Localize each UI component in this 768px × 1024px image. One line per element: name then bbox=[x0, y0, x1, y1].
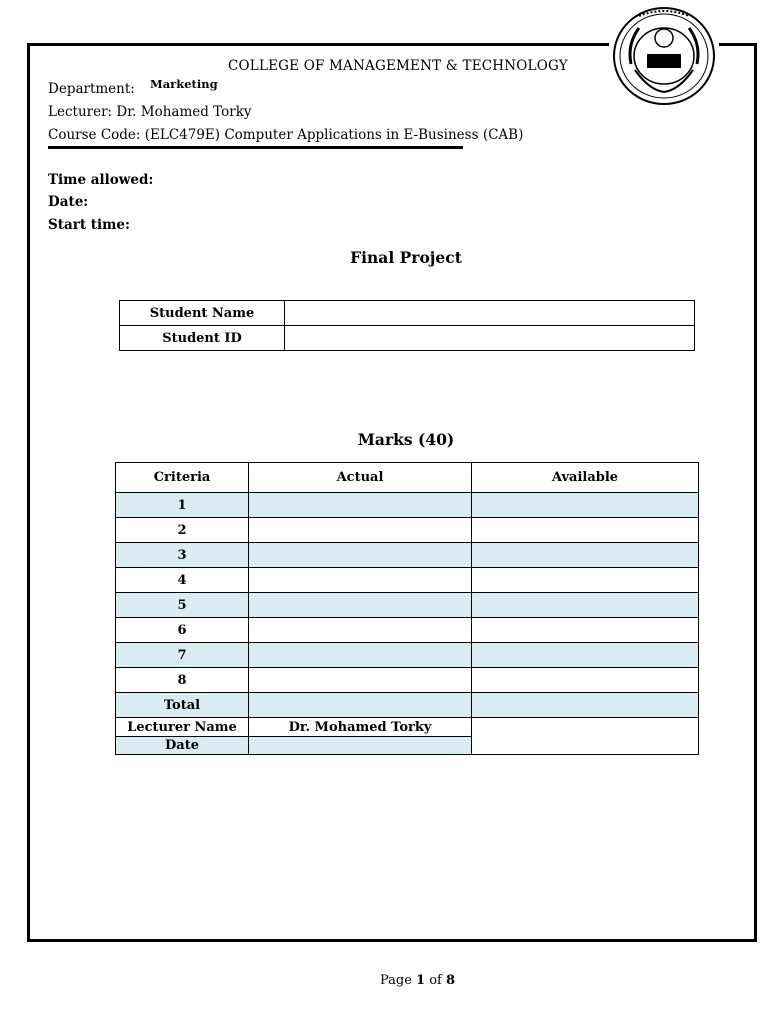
actual-cell[interactable] bbox=[249, 568, 472, 593]
header-actual: Actual bbox=[249, 463, 472, 493]
criteria-cell: 5 bbox=[116, 593, 249, 618]
available-cell[interactable] bbox=[472, 493, 699, 518]
lecturer-line: Lecturer: Dr. Mohamed Torky bbox=[48, 104, 252, 120]
total-actual-cell[interactable] bbox=[249, 693, 472, 718]
lecturer-row bbox=[116, 718, 699, 737]
criteria-cell: 7 bbox=[116, 643, 249, 668]
table-row bbox=[116, 593, 699, 618]
actual-cell[interactable] bbox=[249, 493, 472, 518]
criteria-cell: 3 bbox=[116, 543, 249, 568]
available-cell[interactable] bbox=[472, 518, 699, 543]
header-divider bbox=[48, 146, 463, 149]
page-number bbox=[0, 973, 768, 988]
header-criteria: Criteria bbox=[116, 463, 249, 493]
student-name-row bbox=[120, 301, 695, 326]
table-row bbox=[116, 618, 699, 643]
criteria-cell: 2 bbox=[116, 518, 249, 543]
lecturer-name-value: Dr. Mohamed Torky bbox=[249, 718, 472, 737]
actual-cell[interactable] bbox=[249, 618, 472, 643]
table-row bbox=[116, 543, 699, 568]
marks-header-row bbox=[116, 463, 699, 493]
criteria-cell: 8 bbox=[116, 668, 249, 693]
table-row bbox=[116, 643, 699, 668]
course-line: Course Code: (ELC479E) Computer Applications in E-Business (CAB) bbox=[48, 127, 524, 143]
lecturer-name-label: Lecturer Name bbox=[116, 718, 249, 737]
page-total: 8 bbox=[446, 973, 456, 988]
criteria-cell: 1 bbox=[116, 493, 249, 518]
criteria-cell: 4 bbox=[116, 568, 249, 593]
table-row bbox=[116, 568, 699, 593]
header-available: Available bbox=[472, 463, 699, 493]
page-title: Final Project bbox=[350, 248, 462, 267]
student-name-field[interactable] bbox=[285, 301, 695, 326]
actual-cell[interactable] bbox=[249, 668, 472, 693]
student-name-label: Student Name bbox=[120, 301, 285, 326]
actual-cell[interactable] bbox=[249, 518, 472, 543]
marks-date-value[interactable] bbox=[249, 737, 472, 755]
page-current: 1 bbox=[416, 973, 426, 988]
table-row bbox=[116, 493, 699, 518]
actual-cell[interactable] bbox=[249, 543, 472, 568]
marks-table bbox=[115, 462, 699, 755]
available-cell[interactable] bbox=[472, 618, 699, 643]
date-label: Date: bbox=[48, 194, 89, 210]
table-row bbox=[116, 518, 699, 543]
student-id-field[interactable] bbox=[285, 326, 695, 351]
total-available-cell[interactable] bbox=[472, 693, 699, 718]
student-table bbox=[119, 300, 695, 351]
available-cell[interactable] bbox=[472, 543, 699, 568]
start-time-label: Start time: bbox=[48, 217, 131, 233]
actual-cell[interactable] bbox=[249, 593, 472, 618]
total-row bbox=[116, 693, 699, 718]
available-cell[interactable] bbox=[472, 568, 699, 593]
page-sep: of bbox=[429, 973, 442, 988]
available-cell[interactable] bbox=[472, 668, 699, 693]
time-allowed-label: Time allowed: bbox=[48, 172, 154, 188]
university-seal-icon bbox=[609, 4, 719, 108]
department-label: Department: bbox=[48, 81, 135, 97]
marks-date-label: Date bbox=[116, 737, 249, 755]
department-value: Marketing bbox=[150, 77, 218, 91]
student-id-row bbox=[120, 326, 695, 351]
signature-cell[interactable] bbox=[472, 718, 699, 755]
marks-title: Marks (40) bbox=[357, 430, 455, 449]
available-cell[interactable] bbox=[472, 643, 699, 668]
student-id-label: Student ID bbox=[120, 326, 285, 351]
total-label: Total bbox=[116, 693, 249, 718]
page-prefix: Page bbox=[379, 973, 412, 988]
criteria-cell: 6 bbox=[116, 618, 249, 643]
table-row bbox=[116, 668, 699, 693]
available-cell[interactable] bbox=[472, 593, 699, 618]
college-name: COLLEGE OF MANAGEMENT & TECHNOLOGY bbox=[228, 58, 568, 74]
actual-cell[interactable] bbox=[249, 643, 472, 668]
